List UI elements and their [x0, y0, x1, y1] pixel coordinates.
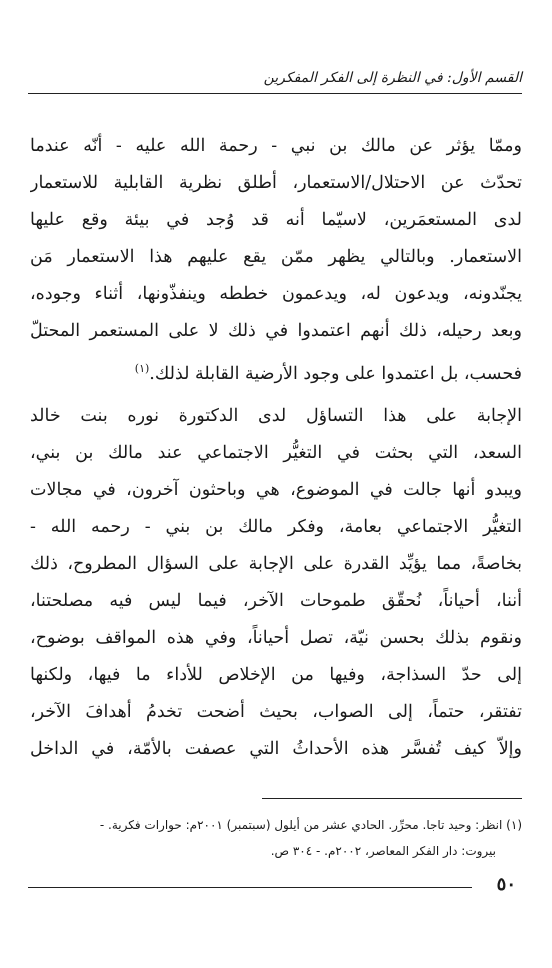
paragraph-1-line: وممّا يؤثر عن مالك بن نبي - رحمة الله عليه - أنّه عندما	[30, 136, 522, 156]
paragraph-2-line: السعد، التي بحثت في التغيُّر الاجتماعي عند مالك بن بني،	[30, 443, 522, 463]
paragraph-2-line: بخاصةً، مما يؤيِّد القدرة على الإجابة على السؤال المطروح، ذلك	[30, 554, 522, 574]
paragraph-1-line: تحدّث عن الاحتلال/الاستعمار، أطلق نظرية القابلية للاستعمار	[30, 173, 522, 193]
bottom-rule	[28, 887, 472, 888]
paragraph-2-line: تفتقر، حتماً، إلى الصواب، بحيث أضحت تخدمُ أهدافَ الآخر،	[30, 702, 522, 722]
footnote-reference: (١)	[134, 362, 150, 375]
paragraph-1-line: وبعد رحيله، ذلك أنهم اعتمدوا في ذلك لا على المستعمر المحتلّ	[30, 321, 522, 341]
paragraph-2-line: الإجابة على هذا التساؤل لدى الدكتورة نوره بنت خالد	[30, 406, 522, 426]
running-header: القسم الأول: في النظرة إلى الفكر المفكرين	[263, 70, 522, 86]
header-rule	[28, 93, 522, 94]
paragraph-1	[30, 128, 522, 387]
paragraph-1-last-line	[30, 350, 522, 387]
page-number: ٥٠	[496, 874, 516, 895]
paragraph-2-line: ويبدو أنها جالت في الموضوع، هي وباحثون آخرون، في مجالات	[30, 480, 522, 500]
paragraph-2-line: التغيُّر الاجتماعي بعامة، وفكر مالك بن بني - رحمه الله -	[30, 517, 522, 537]
footnote-line: بيروت: دار الفكر المعاصر، ٢٠٠٢م. - ٣٠٤ ص.	[270, 844, 496, 858]
paragraph-1-line: يجنّدونه، ويدعون له، ويدعمون خططه وينفذّونها، أثناء وجوده،	[30, 284, 522, 304]
paragraph-2-line: وإلاّ كيف تُفسَّر هذه الأحداثُ التي عصفت بالأمّة، في الداخل	[30, 739, 522, 759]
paragraph-2-line: أننا، أحياناً، نُحقّق طموحات الآخر، فيما ليس فيه مصلحتنا،	[30, 591, 522, 611]
paragraph-2	[30, 398, 522, 768]
footnote-line: (١) انظر: وحيد تاجا. محرِّر. الحادي عشر من أيلول (سبتمبر) ٢٠٠١م: حوارات فكرية. -	[99, 818, 522, 832]
paragraph-1-line-text: فحسب، بل اعتمدوا على وجود الأرضية القابلة لذلك.	[149, 363, 522, 384]
paragraph-1-line: لدى المستعمَرين، لاسيّما أنه قد وُجد في بيئة وقع عليها	[30, 210, 522, 230]
paragraph-2-line: إلى حدّ السذاجة، وفيها من الإخلاص للأداء ما فيها، ولكنها	[30, 665, 522, 685]
paragraph-1-line: الاستعمار. وبالتالي يظهر ممّن يقع عليهم هذا الاستعمار مَن	[30, 247, 522, 267]
paragraph-2-line: ونقوم بذلك بحسن نيّة، تصل أحياناً، وفي هذه المواقف بوضوح،	[30, 628, 522, 648]
footnote-rule	[262, 798, 522, 799]
footnote	[22, 812, 522, 864]
